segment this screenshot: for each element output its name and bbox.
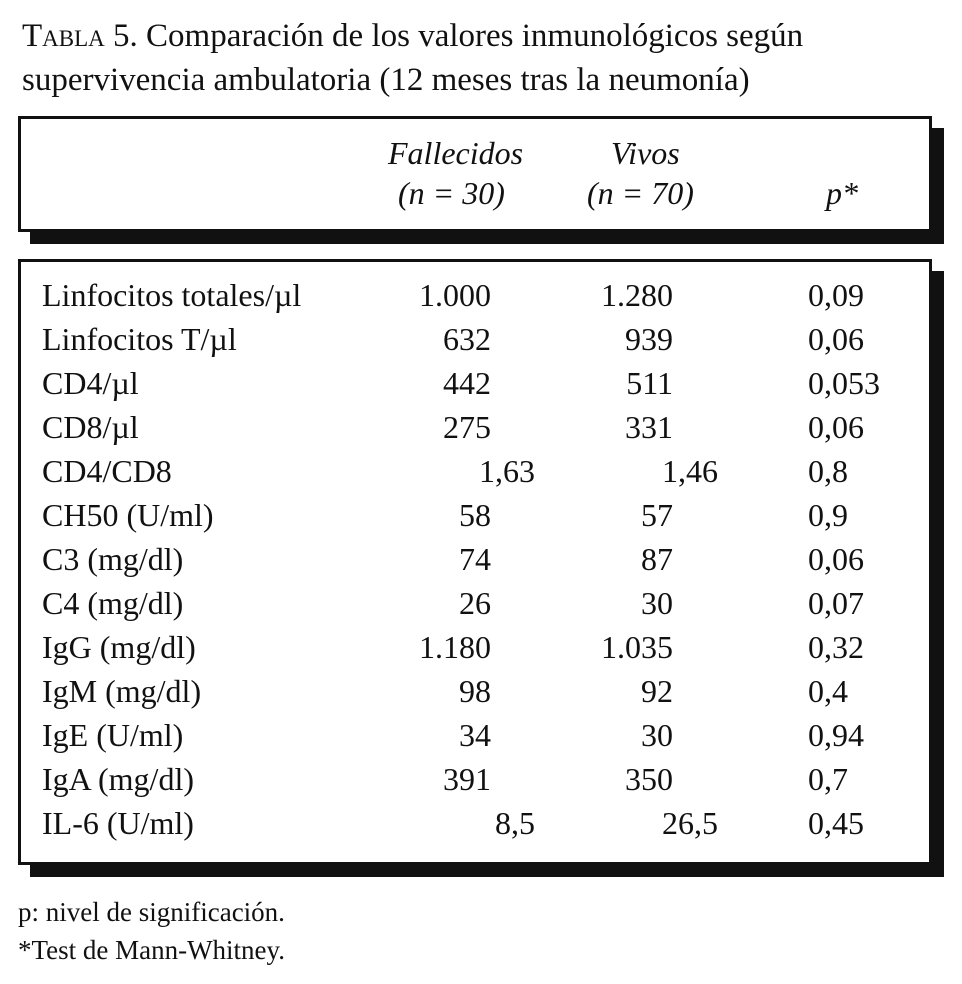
cell-p: 0,09 — [808, 277, 864, 313]
row-label: CH50 (U/ml) — [42, 497, 214, 533]
cell-vivos: 30 — [641, 585, 673, 621]
row-label: IgG (mg/dl) — [42, 629, 196, 665]
row-label: IL-6 (U/ml) — [42, 805, 194, 841]
table-label: Tabla 5. — [22, 18, 138, 54]
cell-vivos: 26,5 — [662, 805, 718, 841]
cell-fallecidos: 1,63 — [479, 453, 535, 489]
cell-p: 0,07 — [808, 585, 864, 621]
table-caption — [22, 14, 803, 102]
cell-vivos: 1.280 — [601, 277, 673, 313]
cell-vivos: 350 — [625, 761, 673, 797]
caption-text: Comparación de los valores inmunológicos según — [137, 18, 804, 54]
header-vivos-n: (n = 70) — [587, 175, 694, 211]
caption-line-1 — [22, 14, 803, 58]
table-header-box — [18, 116, 932, 232]
table-row — [42, 625, 902, 669]
table-row — [42, 449, 902, 493]
row-label: C3 (mg/dl) — [42, 541, 184, 577]
table-row — [42, 493, 902, 537]
cell-fallecidos: 34 — [459, 717, 491, 753]
cell-p: 0,7 — [808, 761, 848, 797]
cell-p: 0,8 — [808, 453, 848, 489]
footnote-significance: p: nivel de significación. — [18, 897, 285, 927]
cell-fallecidos: 8,5 — [495, 805, 535, 841]
table-row — [42, 801, 902, 845]
table-row — [42, 405, 902, 449]
row-label: Linfocitos totales/µl — [42, 277, 302, 313]
header-fallecidos-n: (n = 30) — [398, 175, 505, 211]
table-row — [42, 317, 902, 361]
cell-fallecidos: 442 — [443, 365, 491, 401]
table-row — [42, 537, 902, 581]
header-vivos: Vivos — [611, 135, 680, 171]
header-p: p* — [826, 175, 858, 211]
row-label: Linfocitos T/µl — [42, 321, 237, 357]
cell-p: 0,9 — [808, 497, 848, 533]
cell-p: 0,06 — [808, 541, 864, 577]
row-label: IgE (U/ml) — [42, 717, 184, 753]
cell-fallecidos: 74 — [459, 541, 491, 577]
table-row — [42, 361, 902, 405]
cell-vivos: 87 — [641, 541, 673, 577]
cell-fallecidos: 632 — [443, 321, 491, 357]
table-row — [42, 713, 902, 757]
cell-p: 0,45 — [808, 805, 864, 841]
cell-fallecidos: 1.000 — [419, 277, 491, 313]
cell-vivos: 331 — [625, 409, 673, 445]
table-row — [42, 757, 902, 801]
cell-p: 0,94 — [808, 717, 864, 753]
cell-fallecidos: 58 — [459, 497, 491, 533]
cell-p: 0,32 — [808, 629, 864, 665]
row-label: CD4/CD8 — [42, 453, 172, 489]
cell-p: 0,06 — [808, 409, 864, 445]
cell-p: 0,4 — [808, 673, 848, 709]
row-label: CD4/µl — [42, 365, 139, 401]
cell-p: 0,053 — [808, 365, 880, 401]
cell-vivos: 92 — [641, 673, 673, 709]
cell-vivos: 57 — [641, 497, 673, 533]
row-label: CD8/µl — [42, 409, 139, 445]
row-label: IgA (mg/dl) — [42, 761, 194, 797]
header-fallecidos: Fallecidos — [388, 135, 524, 171]
table-row — [42, 273, 902, 317]
cell-vivos: 939 — [625, 321, 673, 357]
cell-fallecidos: 26 — [459, 585, 491, 621]
cell-fallecidos: 98 — [459, 673, 491, 709]
table-row — [42, 669, 902, 713]
footnote-test: *Test de Mann-Whitney. — [18, 935, 286, 965]
cell-fallecidos: 275 — [443, 409, 491, 445]
cell-vivos: 1.035 — [601, 629, 673, 665]
cell-vivos: 511 — [626, 365, 673, 401]
cell-vivos: 1,46 — [662, 453, 718, 489]
cell-vivos: 30 — [641, 717, 673, 753]
caption-line-2: supervivencia ambulatoria (12 meses tras la neumonía) — [22, 62, 750, 98]
row-label: IgM (mg/dl) — [42, 673, 202, 709]
cell-fallecidos: 391 — [443, 761, 491, 797]
row-label: C4 (mg/dl) — [42, 585, 184, 621]
cell-p: 0,06 — [808, 321, 864, 357]
table-row — [42, 581, 902, 625]
cell-fallecidos: 1.180 — [419, 629, 491, 665]
